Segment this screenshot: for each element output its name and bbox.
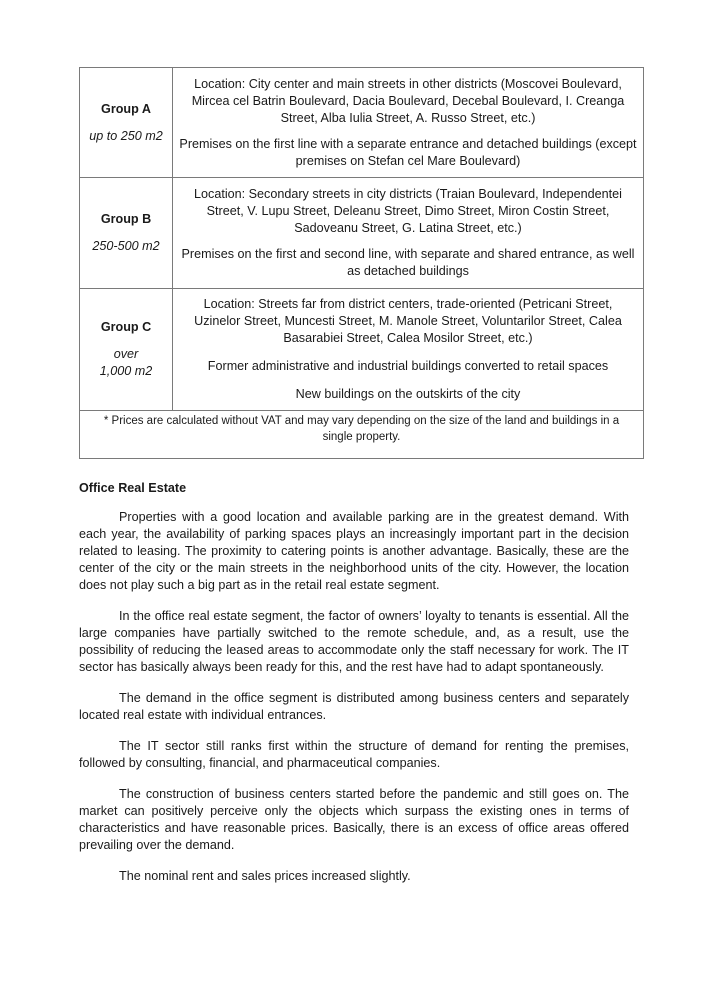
description-cell	[173, 178, 644, 289]
description-cell	[173, 68, 644, 178]
table-row-group-a	[80, 68, 644, 178]
group-size: 250-500 m2	[92, 239, 160, 253]
group-label: Group A	[101, 101, 151, 116]
paragraph: Properties with a good location and available parking are in the greatest demand. With each year, the availability of parking spaces plays an increasingly important part in the decision related to leasing. The proximity to catering points is another advantage. Basically, these are the center of the city or the main streets in the neighborhood units of the city. However, the location does not play such a big part as in the retail real estate segment.	[79, 510, 629, 592]
table-footnote: * Prices are calculated without VAT and may vary depending on the size of the land and buildings in a single property.	[80, 411, 644, 459]
premises-description: Former administrative and industrial buildings converted to retail spaces	[207, 359, 609, 373]
group-cell	[80, 289, 173, 411]
paragraph: The nominal rent and sales prices increased slightly.	[119, 869, 411, 883]
group-label: Group C	[100, 320, 152, 334]
group-cell	[80, 178, 173, 289]
table-row-group-b	[80, 178, 644, 289]
group-size: over 1,000 m2	[99, 347, 153, 378]
premises-description: New buildings on the outskirts of the city	[295, 387, 521, 401]
table-row-group-c	[80, 289, 644, 411]
location-description: Location: Streets far from district centers, trade-oriented (Petricani Street, Uzinelor Street, Muncesti Street, M. Manole Street, Voluntarilor Street, Calea Basarabiei Street, Calea Mosilor Street, etc.)	[194, 297, 622, 345]
paragraph: The IT sector still ranks first within the structure of demand for renting the premises, followed by consulting, financial, and pharmaceutical companies.	[79, 739, 629, 770]
group-cell	[80, 68, 173, 178]
paragraph: The demand in the office segment is distributed among business centers and separately located real estate with individual entrances.	[79, 691, 629, 722]
office-real-estate-section	[79, 480, 629, 899]
paragraph: The construction of business centers started before the pandemic and still goes on. The market can positively perceive only the objects which surpass the existing ones in terms of characteristics and have reasonable prices. Basically, there is an excess of office areas offered prevailing over the demand.	[79, 787, 629, 852]
paragraph: In the office real estate segment, the factor of owners’ loyalty to tenants is essential. All the large companies have partially switched to the remote schedule, and, as a result, use the possibility of reducing the leased areas to accommodate only the staff necessary for work. The IT sector has basically always been ready for this, and the rest have had to adapt spontaneously.	[79, 609, 629, 674]
table-footnote-row	[80, 411, 644, 459]
description-cell	[173, 289, 644, 411]
retail-location-groups-table	[79, 67, 644, 459]
premises-description: Premises on the first and second line, with separate and shared entrance, as well as detached buildings	[181, 247, 635, 278]
premises-description: Premises on the first line with a separate entrance and detached buildings (except premises on Stefan cel Mare Boulevard)	[179, 136, 637, 168]
location-description: Location: City center and main streets in other districts (Moscovei Boulevard, Mircea cel Batrin Boulevard, Dacia Boulevard, Decebal Boulevard, I. Creanga Street, Alba Iulia Street, A. Russo Street, etc.)	[191, 76, 625, 125]
location-description: Location: Secondary streets in city districts (Traian Boulevard, Independentei Street, V. Lupu Street, Deleanu Street, Dimo Street, Miron Costin Street, Sadoveanu Street, G. Latina Street, etc.)	[194, 187, 622, 235]
group-size: up to 250 m2	[89, 128, 163, 143]
group-label: Group B	[100, 212, 152, 226]
section-heading: Office Real Estate	[79, 481, 187, 495]
